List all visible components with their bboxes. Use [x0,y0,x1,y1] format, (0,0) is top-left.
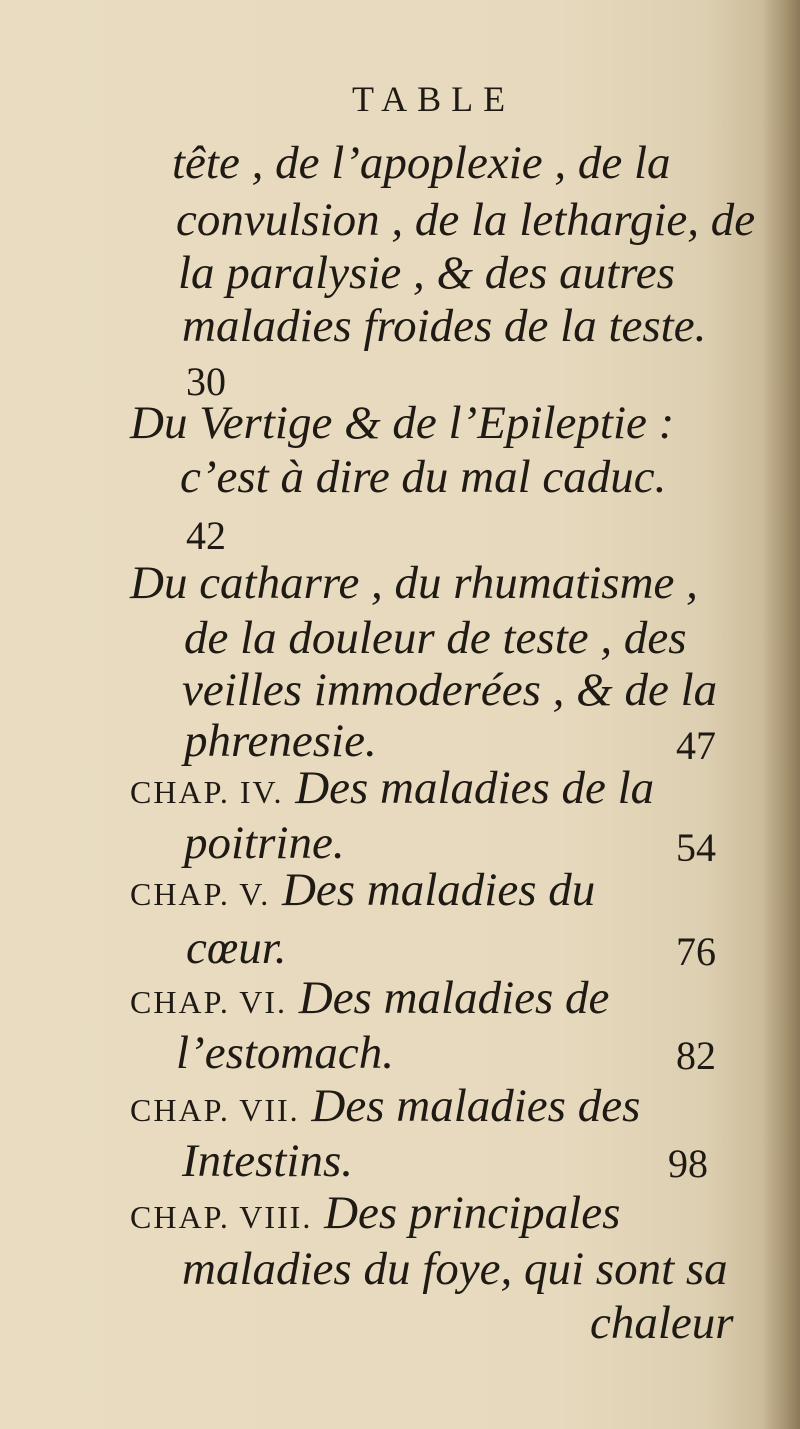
entry-line: l’estomach. [176,1027,394,1079]
entry-line: chaleur [590,1297,734,1349]
chapter-label: CHAP. IV. [130,774,284,810]
chapter-title: Des maladies des [311,1080,641,1132]
page-number: 30 [186,359,226,404]
page-number: 98 [668,1141,708,1186]
page-number: 54 [676,825,716,870]
entry-line: phrenesie. [184,715,377,767]
page-number: 76 [676,929,716,974]
entry-line: convulsion , de la lethargie, de [176,194,756,246]
entry-line: poitrine. [184,817,345,869]
entry-line: Du catharre , du rhumatisme , [130,557,698,609]
entry-line: Intestins. [182,1135,354,1187]
entry-line: Du Vertige & de l’Epileptie : [130,397,675,449]
chapter-label: CHAP. VII. [130,1092,300,1128]
chapter-title: Des maladies de la [295,762,655,814]
entry-line: la paralysie , & des autres [178,247,675,299]
chapter-heading [130,762,655,814]
page-header: TABLE [352,79,516,119]
chapter-label: CHAP. V. [130,876,271,912]
chapter-heading [130,1187,621,1239]
chapter-heading [130,864,596,916]
chapter-title: Des principales [324,1187,621,1239]
chapter-heading [130,1080,641,1132]
chapter-heading [130,972,610,1024]
entry-line: maladies froides de la teste. [182,300,707,352]
entry-line: de la douleur de teste , des [184,612,687,664]
chapter-title: Des maladies de [298,972,610,1024]
chapter-label: CHAP. VI. [130,984,287,1020]
page-number: 82 [676,1033,716,1078]
entry-line: veilles immoderées , & de la [182,664,718,716]
entry-line: tête , de l’apoplexie , de la [172,137,671,189]
chapter-title: Des maladies du [281,864,596,916]
page-number: 42 [186,513,226,558]
entry-line: maladies du foye, qui sont sa [182,1243,728,1295]
chapter-label: CHAP. VIII. [130,1199,313,1235]
entry-line: cœur. [186,922,287,974]
page-number: 47 [676,723,716,768]
page-gutter-shadow [762,0,800,1429]
entry-line: c’est à dire du mal caduc. [180,451,667,503]
